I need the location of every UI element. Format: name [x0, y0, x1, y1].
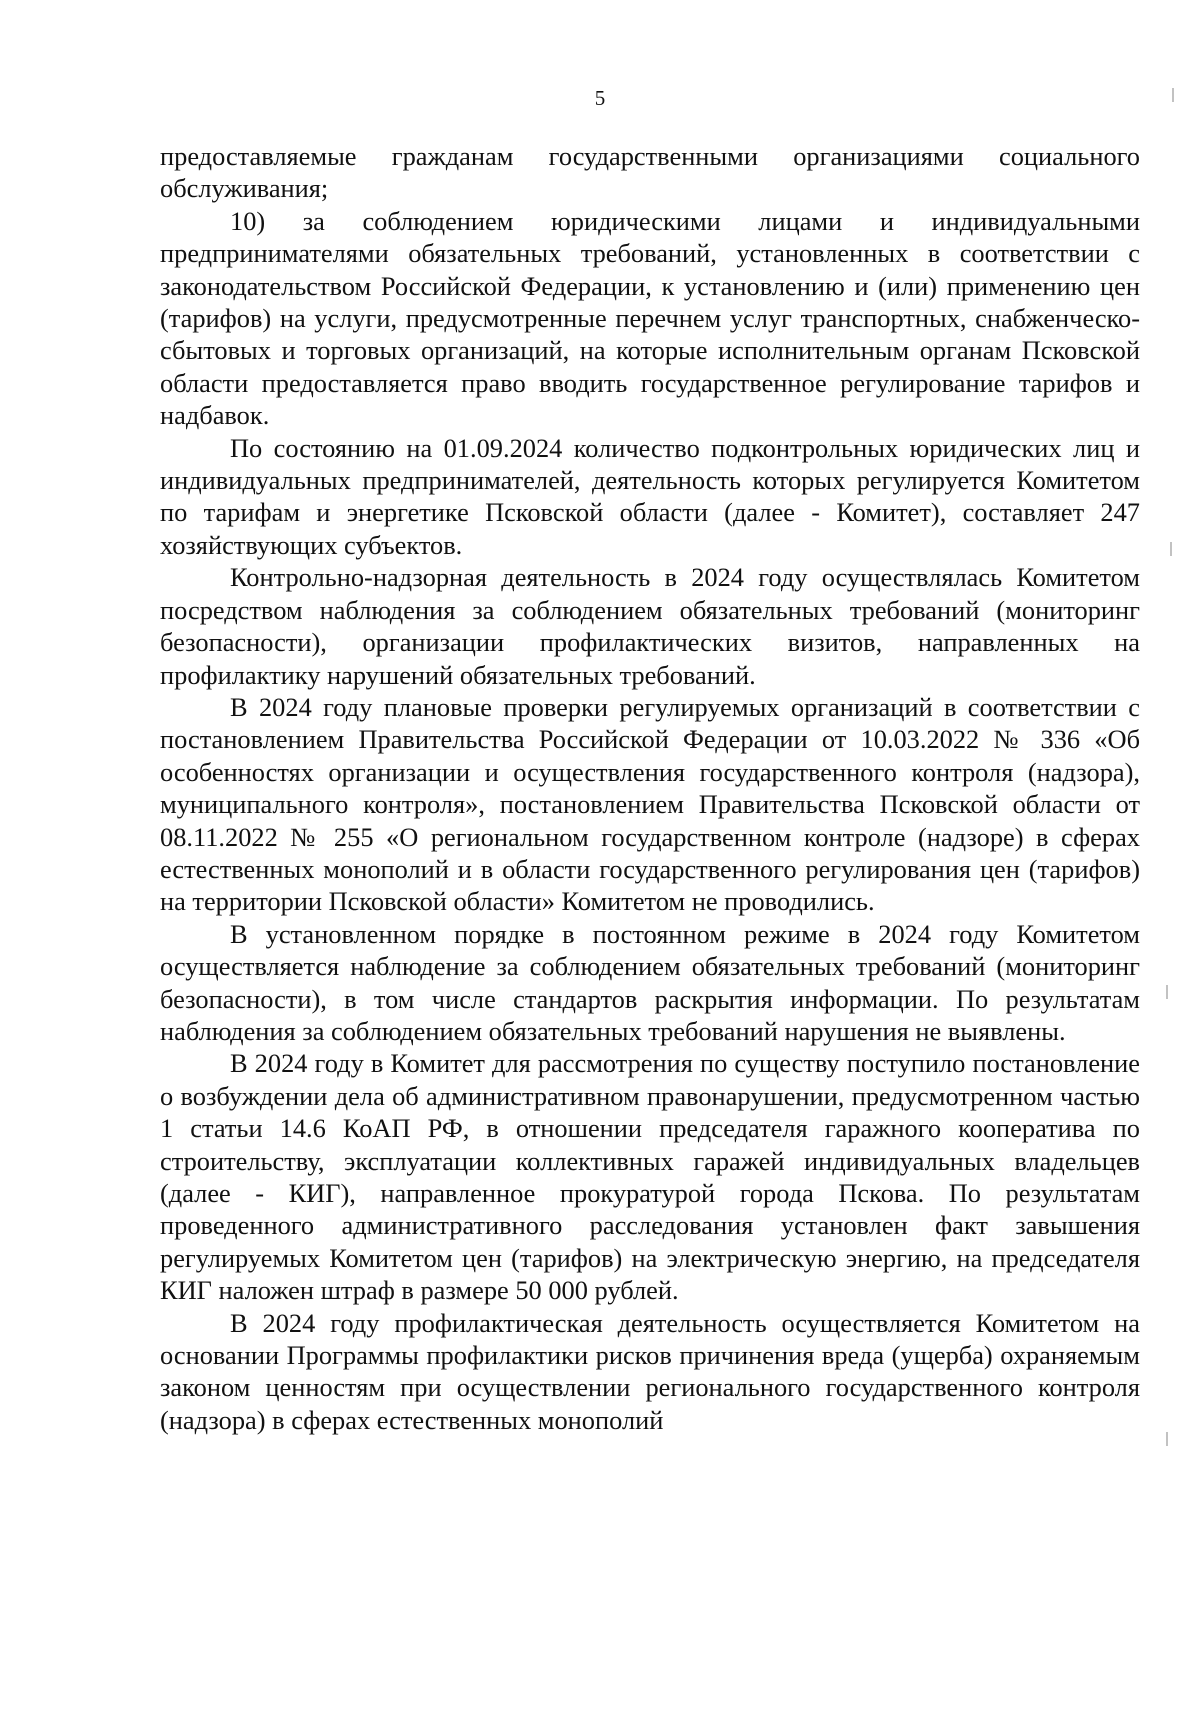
- paragraph-subjects-count: По состоянию на 01.09.2024 количество подконтрольных юридических лиц и индивидуальных предпринимателей, деятельность которых регулируется Комитетом по тарифам и энергетике Псковской области (далее - Комитет), составляет 247 хозяйствующих субъектов.: [160, 432, 1140, 560]
- page-number: 5: [594, 86, 606, 110]
- paragraph-monitoring: В установленном порядке в постоянном режиме в 2024 году Комитетом осуществляется наблюдение за соблюдением обязательных требований (мониторинг безопасности), в том числе стандартов раскрытия информации. По результатам наблюдения за соблюдением обязательных требований нарушения не выявлены.: [160, 918, 1140, 1046]
- paragraph-administrative-case: В 2024 году в Комитет для рассмотрения по существу поступило постановление о возбуждении дела об административном правонарушении, предусмотренном частью 1 статьи 14.6 КоАП РФ, в отношении председателя гаражного кооператива по строительству, эксплуатации коллективных гаражей индивидуальных владельцев (далее - КИГ), направленное прокуратурой города Пскова. По результатам проведенного административного расследования установлен факт завышения регулируемых Комитетом цен (тарифов) на электрическую энергию, на председателя КИГ наложен штраф в размере 50 000 рублей.: [160, 1048, 1140, 1306]
- paragraph-continuation: предоставляемые гражданам государственными организациями социального обслуживания;: [160, 141, 1140, 204]
- scan-artifact: [1166, 1432, 1168, 1446]
- document-body: [160, 140, 1140, 1436]
- paragraph-planned-inspections: В 2024 году плановые проверки регулируемых организаций в соответствии с постановлением Правительства Российской Федерации от 10.03.2022 № 336 «Об особенностях организации и осуществления государственного контроля (надзора), муниципального контроля», постановлением Правительства Псковской области от 08.11.2022 № 255 «О региональном государственном контроле (надзоре) в сферах естественных монополий и в области государственного регулирования цен (тарифов) на территории Псковской области» Комитетом не проводились.: [160, 691, 1140, 917]
- paragraph-item-10: 10) за соблюдением юридическими лицами и индивидуальными предпринимателями обязательных требований, установленных в соответствии с законодательством Российской Федерации, к установлению и (или) применению цен (тарифов) на услуги, предусмотренные перечнем услуг транспортных, снабженческо-сбытовых и торговых организаций, на которые исполнительным органам Псковской области предоставляется право вводить государственное регулирование тарифов и надбавок.: [160, 205, 1140, 431]
- scan-artifact: [1170, 542, 1172, 556]
- paragraph-prevention: В 2024 году профилактическая деятельность осуществляется Комитетом на основании Программы профилактики рисков причинения вреда (ущерба) охраняемым законом ценностям при осуществлении регионального государственного контроля (надзора) в сферах естественных монополий: [160, 1307, 1140, 1435]
- paragraph-control-activity: Контрольно-надзорная деятельность в 2024 году осуществлялась Комитетом посредством наблюдения за соблюдением обязательных требований (мониторинг безопасности), организации профилактических визитов, направленных на профилактику нарушений обязательных требований.: [160, 562, 1140, 690]
- scan-artifact: [1166, 985, 1168, 999]
- scan-artifact: [1172, 88, 1174, 102]
